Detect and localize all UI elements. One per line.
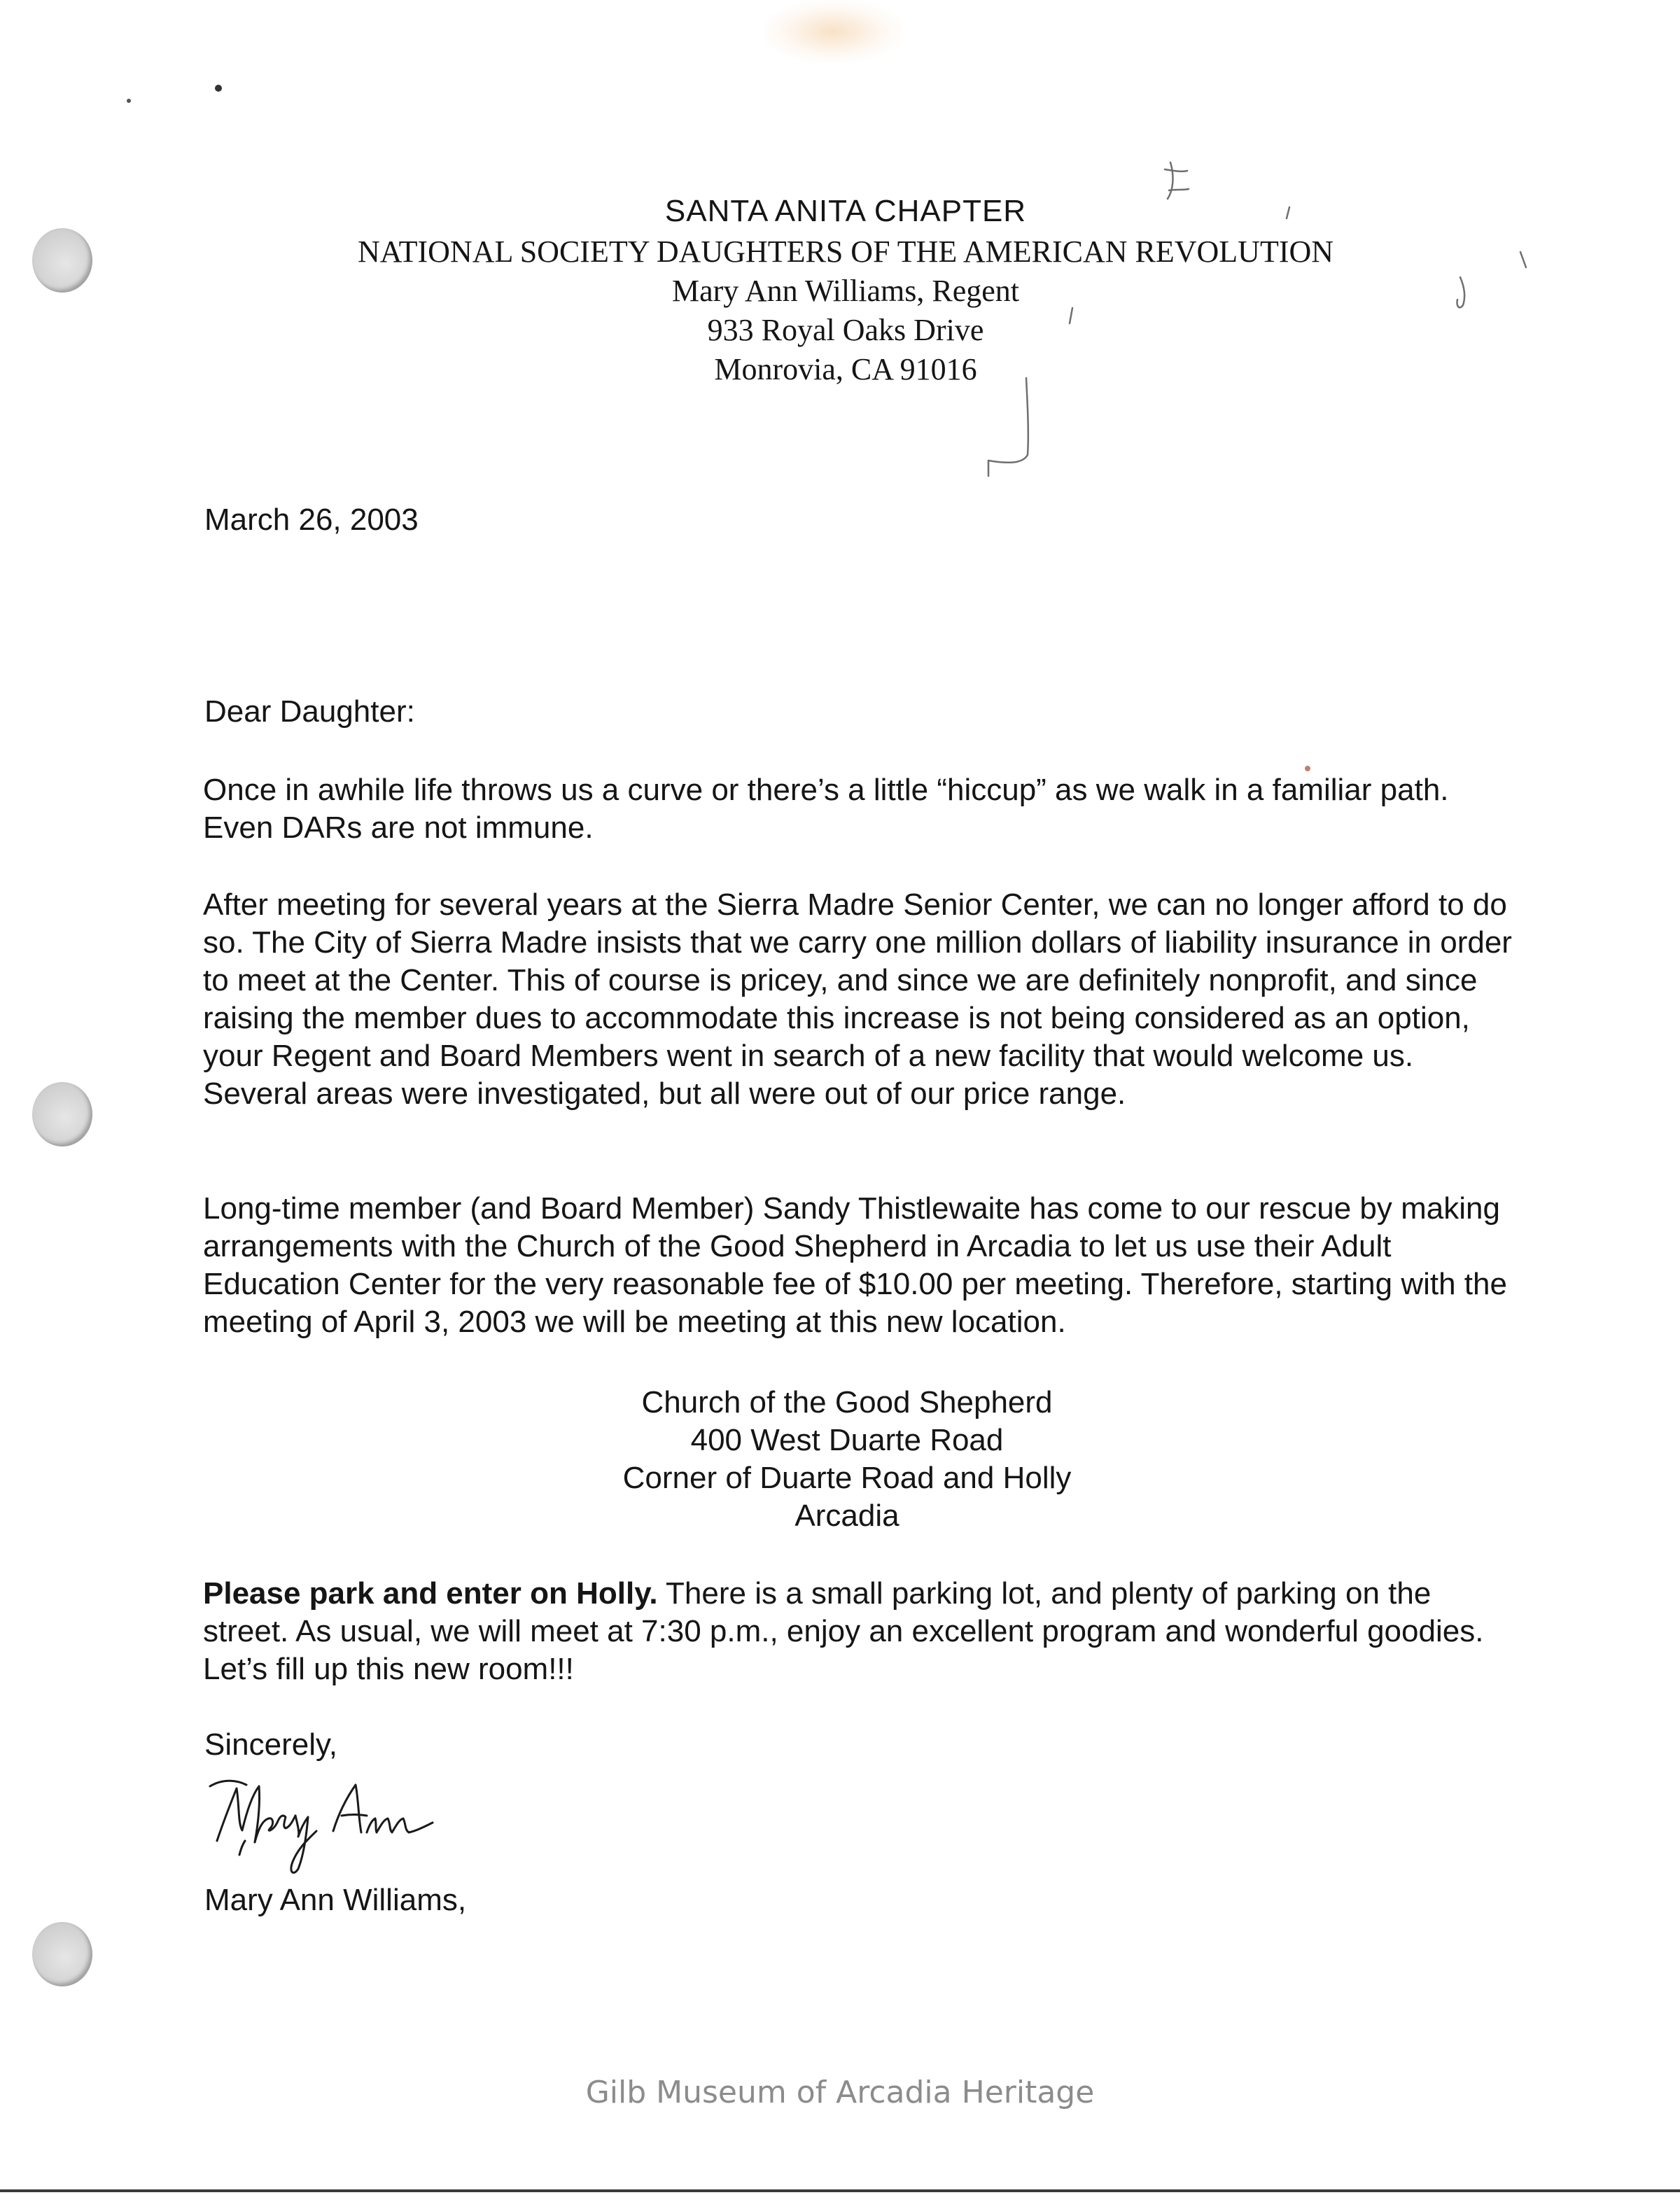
- letter-date: March 26, 2003: [204, 503, 419, 537]
- church-city: Arcadia: [794, 1499, 899, 1533]
- letterhead: [0, 190, 1680, 389]
- punch-hole-middle: [32, 1082, 92, 1146]
- church-name: Church of the Good Shepherd: [641, 1385, 1053, 1419]
- signer-name: Mary Ann Williams,: [204, 1883, 467, 1917]
- paragraph-new-location: Long-time member (and Board Member) Sandy Thistlewaite has come to our rescue by making arrangements with the Church of the Good Shepherd in Arcadia to let us use their Adult Education Center for the very reasonable fee of $10.00 per meeting. Therefore, starting with the meeting of April 3, 2003 we will be meeting at this new location.: [203, 1191, 1507, 1339]
- punch-hole-bottom: [32, 1922, 92, 1986]
- church-corner: Corner of Duarte Road and Holly: [622, 1461, 1072, 1495]
- regent-name: Mary Ann Williams, Regent: [671, 274, 1020, 308]
- museum-watermark: Gilb Museum of Arcadia Heritage: [585, 2075, 1095, 2110]
- parking-instruction: Please park and enter on Holly.: [203, 1576, 658, 1611]
- church-street: 400 West Duarte Road: [690, 1423, 1004, 1457]
- closing: Sincerely,: [204, 1727, 337, 1762]
- letterhead-city: Monrovia, CA 91016: [714, 352, 977, 386]
- letterhead-street: 933 Royal Oaks Drive: [707, 313, 984, 347]
- paragraph-intro: Once in awhile life throws us a curve or there’s a little “hiccup” as we walk in a familiar path. Even DARs are not immune.: [203, 773, 1449, 845]
- scan-edge-line: [0, 2189, 1680, 2192]
- salutation: Dear Daughter:: [204, 694, 415, 729]
- paragraph-parking: [203, 1575, 1519, 1688]
- paragraph-senior-center: After meeting for several years at the Sierra Madre Senior Center, we can no longer afford to do so. The City of Sierra Madre insists that we carry one million dollars of liability insurance in order to meet at the Center. This of course is pricey, and since we are definitely nonprofit, and since raising the member dues to accommodate this increase is not being considered as an option, your Regent and Board Members went in search of a new facility that would welcome us. Several areas were investigated, but all were out of our price range.: [203, 888, 1512, 1111]
- parking-details: There is a small parking lot, and plenty of parking on the street. As usual, we will meet at 7:30 p.m., enjoy an excellent program and wonderful goodies. Let’s fill up this new room!!!: [203, 1576, 1484, 1686]
- paper-stain: [763, 0, 903, 63]
- church-address: [567, 1384, 1127, 1535]
- handwritten-signature: [196, 1764, 448, 1883]
- chapter-name: SANTA ANITA CHAPTER: [664, 194, 1027, 228]
- society-name: NATIONAL SOCIETY DAUGHTERS OF THE AMERICAN REVOLUTION: [357, 234, 1334, 269]
